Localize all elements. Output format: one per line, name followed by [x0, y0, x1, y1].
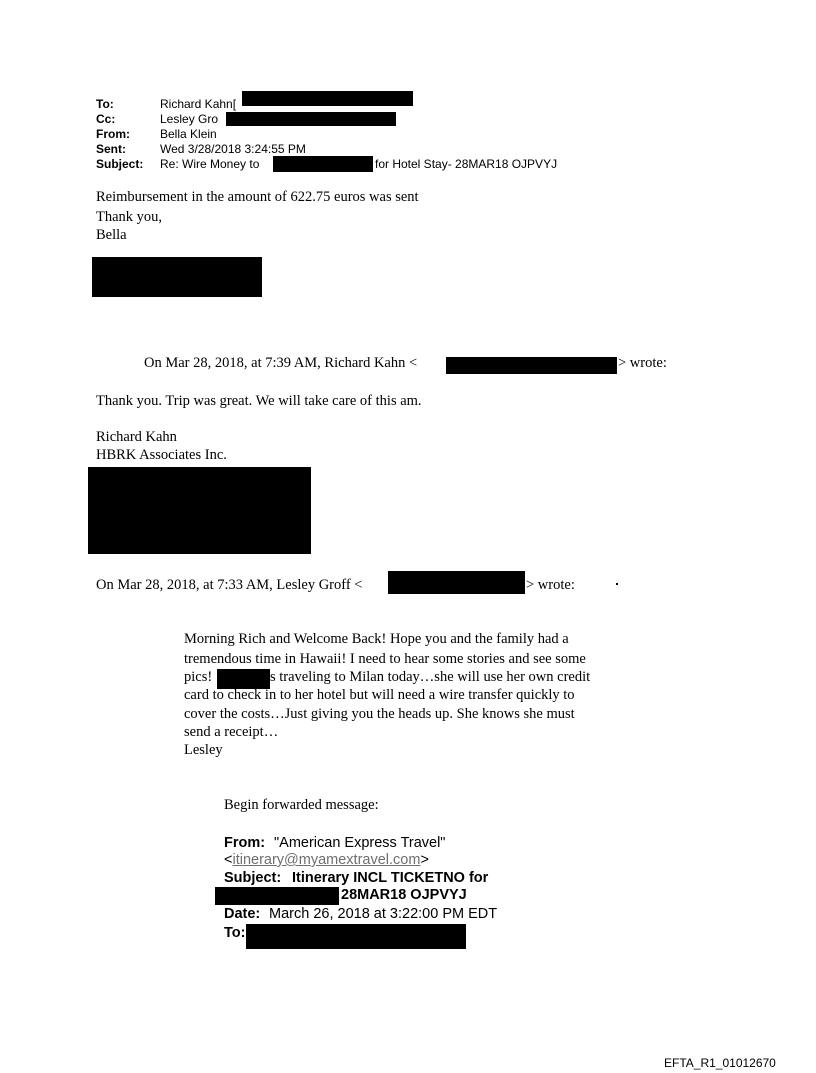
sent-label: Sent:	[96, 142, 126, 156]
richard-sig-company: HBRK Associates Inc.	[96, 447, 227, 463]
to-label: To:	[96, 97, 114, 111]
lesley-line-5: cover the costs…Just giving you the heads up. She knows she must	[184, 706, 575, 722]
from-label: From:	[96, 127, 130, 141]
lesley-line-1: Morning Rich and Welcome Back! Hope you and the family had a	[184, 631, 569, 647]
sent-value: Wed 3/28/2018 3:24:55 PM	[160, 142, 306, 156]
redaction-bella-signature	[92, 257, 262, 297]
redaction-richard-email	[446, 357, 617, 374]
fwd-from-value: "American Express Travel"	[274, 835, 446, 851]
redaction-lesley-email	[388, 571, 525, 594]
to-value: Richard Kahn[	[160, 97, 237, 111]
lesley-line-6: send a receipt…	[184, 724, 279, 740]
begin-forwarded-label: Begin forwarded message:	[224, 797, 379, 813]
fwd-date-label: Date:	[224, 906, 261, 922]
subject-value-part1: Re: Wire Money to	[160, 157, 260, 171]
fwd-email-line	[224, 852, 429, 868]
bella-line-3: Bella	[96, 227, 127, 243]
redaction-fwd-to	[246, 924, 466, 949]
bella-line-2: Thank you,	[96, 209, 163, 225]
bella-line-1: Reimbursement in the amount of 622.75 euros was sent	[96, 189, 419, 205]
redaction-richard-signature	[88, 467, 311, 554]
redaction-subject-name	[273, 156, 373, 172]
lesley-intro-part2: > wrote:	[526, 577, 575, 593]
lesley-intro-part1: On Mar 28, 2018, at 7:33 AM, Lesley Groff <	[96, 577, 363, 593]
richard-intro-part2: > wrote:	[618, 355, 667, 371]
subject-value-part2: for Hotel Stay- 28MAR18 OJPVYJ	[375, 157, 558, 171]
fwd-email-gt: >	[420, 852, 429, 868]
redaction-fwd-subject-name	[215, 887, 339, 905]
fwd-email-link[interactable]: itinerary@myamextravel.com	[232, 852, 421, 868]
subject-label: Subject:	[96, 157, 144, 171]
cc-value: Lesley Gro	[160, 112, 219, 126]
fwd-date-value: March 26, 2018 at 3:22:00 PM EDT	[269, 906, 498, 922]
lesley-line-3-part2: s traveling to Milan today…she will use her own credit	[270, 669, 591, 685]
lesley-sign: Lesley	[184, 742, 223, 758]
fwd-to-label: To:	[224, 925, 246, 941]
fwd-from-label: From:	[224, 835, 266, 851]
stray-mark	[616, 583, 618, 585]
fwd-subject-line2: 28MAR18 OJPVYJ	[341, 887, 467, 903]
fwd-subject-value: Itinerary INCL TICKETNO for	[292, 870, 489, 886]
document-id: EFTA_R1_01012670	[664, 1056, 776, 1070]
redaction-cc-email	[226, 112, 396, 126]
fwd-subject-label: Subject:	[224, 870, 282, 886]
richard-body: Thank you. Trip was great. We will take care of this am.	[96, 393, 422, 409]
lesley-line-4: card to check in to her hotel but will need a wire transfer quickly to	[184, 687, 575, 703]
redaction-to-email	[242, 91, 413, 106]
lesley-line-3-part1: pics!	[184, 669, 213, 685]
richard-intro-part1: On Mar 28, 2018, at 7:39 AM, Richard Kahn <	[144, 355, 418, 371]
from-value: Bella Klein	[160, 127, 217, 141]
fwd-email-lt: <	[224, 852, 233, 868]
lesley-line-2: tremendous time in Hawaii! I need to hear some stories and see some	[184, 651, 586, 667]
richard-sig-name: Richard Kahn	[96, 429, 177, 445]
cc-label: Cc:	[96, 112, 116, 126]
redaction-traveler-name	[217, 669, 270, 689]
